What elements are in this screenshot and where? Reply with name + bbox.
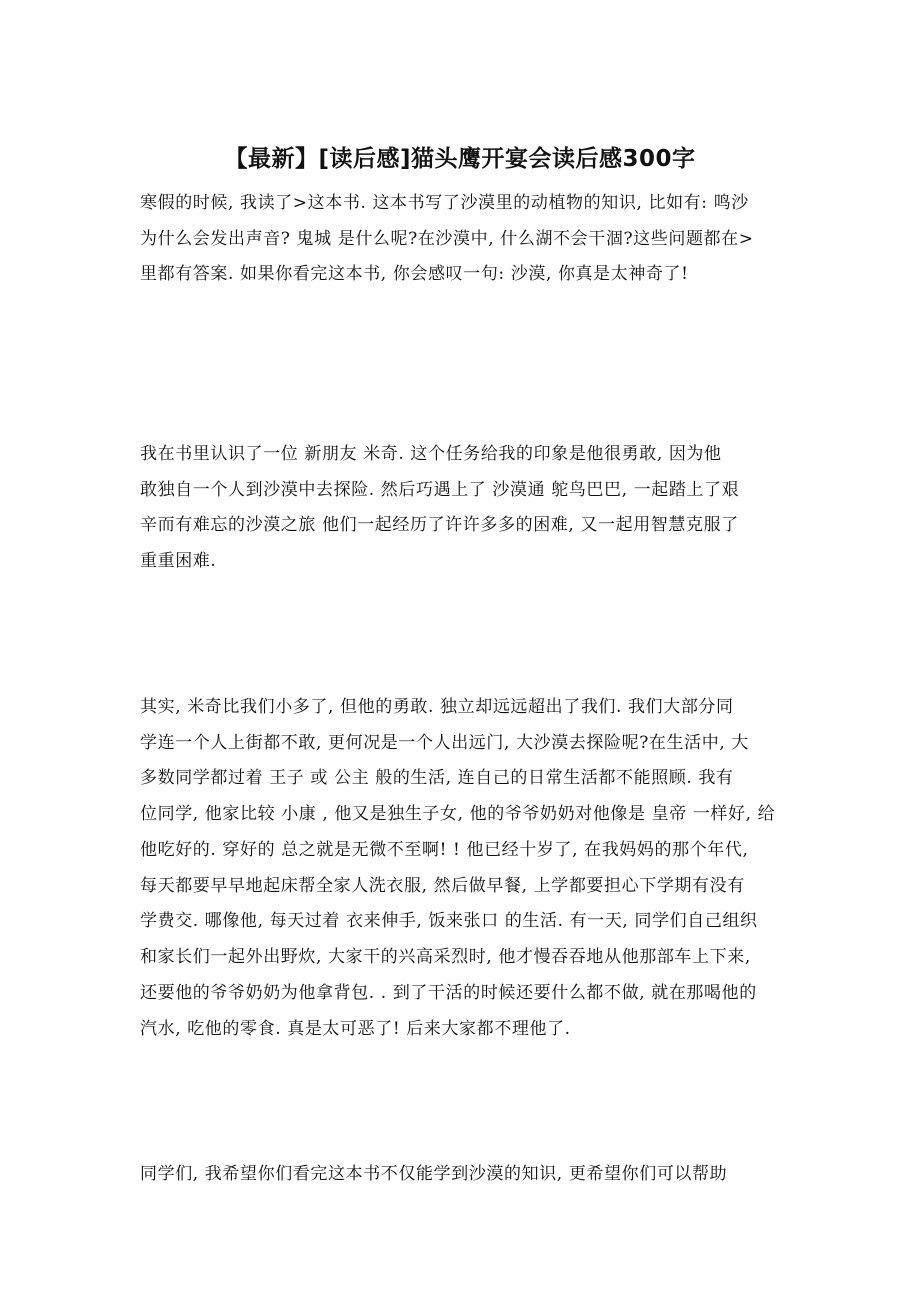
paragraph-line: 寒假的时候, 我读了>这本书. 这本书写了沙漠里的动植物的知识, 比如有: 鸣沙 xyxy=(140,193,749,213)
paragraph-line: 我在书里认识了一位 新朋友 米奇. 这个任务给我的印象是他很勇敢, 因为他 xyxy=(140,444,722,464)
paragraph-line: 辛而有难忘的沙漠之旅 他们一起经历了许许多多的困难, 又一起用智慧克服了 xyxy=(140,515,739,535)
paragraph-line: 同学们, 我希望你们看完这本书不仅能学到沙漠的知识, 更希望你们可以帮助 xyxy=(140,1164,728,1184)
paragraph-line: 其实, 米奇比我们小多了, 但他的勇敢. 独立却远远超出了我们. 我们大部分同 xyxy=(140,697,734,717)
paragraph-line: 重重困难. xyxy=(140,551,217,571)
paragraph-line: 每天都要早早地起床帮全家人洗衣服, 然后做早餐, 上学都要担心下学期有没有 xyxy=(140,876,745,896)
paragraph-line: 为什么会发出声音? 鬼城 是什么呢?在沙漠中, 什么湖不会干涸?这些问题都在> xyxy=(140,229,754,249)
paragraph-line: 学费交. 哪像他, 每天过着 衣来伸手, 饭来张口 的生活. 有一天, 同学们自己组织 xyxy=(140,911,758,931)
paragraph-line: 他吃好的. 穿好的 总之就是无微不至啊! ! 他已经十岁了, 在我妈妈的那个年代, xyxy=(140,840,749,860)
paragraph-line: 敢独自一个人到沙漠中去探险. 然后巧遇上了 沙漠通 鸵鸟巴巴, 一起踏上了艰 xyxy=(140,480,740,500)
paragraph-line: 学连一个人上街都不敢, 更何况是一个人出远门, 大沙漠去探险呢?在生活中, 大 xyxy=(140,733,749,753)
paragraph-line: 位同学, 他家比较 小康 , 他又是独生子女, 他的爷爷奶奶对他像是 皇帝 一样好, 给 xyxy=(140,804,776,824)
paragraph-line: 里都有答案. 如果你看完这本书, 你会感叹一句: 沙漠, 你真是太神奇了! xyxy=(140,264,689,284)
document-title: 【最新】[读后感]猫头鹰开宴会读后感300字 xyxy=(224,146,696,172)
paragraph-line: 汽水, 吃他的零食. 真是太可恶了! 后来大家都不理他了. xyxy=(140,1019,571,1039)
paragraph-line: 还要他的爷爷奶奶为他拿背包. . 到了干活的时候还要什么都不做, 就在那喝他的 xyxy=(140,983,757,1003)
paragraph-line: 和家长们一起外出野炊, 大家干的兴高采烈时, 他才慢吞吞地从他那部车上下来, xyxy=(140,947,751,967)
paragraph-line: 多数同学都过着 王子 或 公主 般的生活, 连自己的日常生活都不能照顾. 我有 xyxy=(140,768,734,788)
